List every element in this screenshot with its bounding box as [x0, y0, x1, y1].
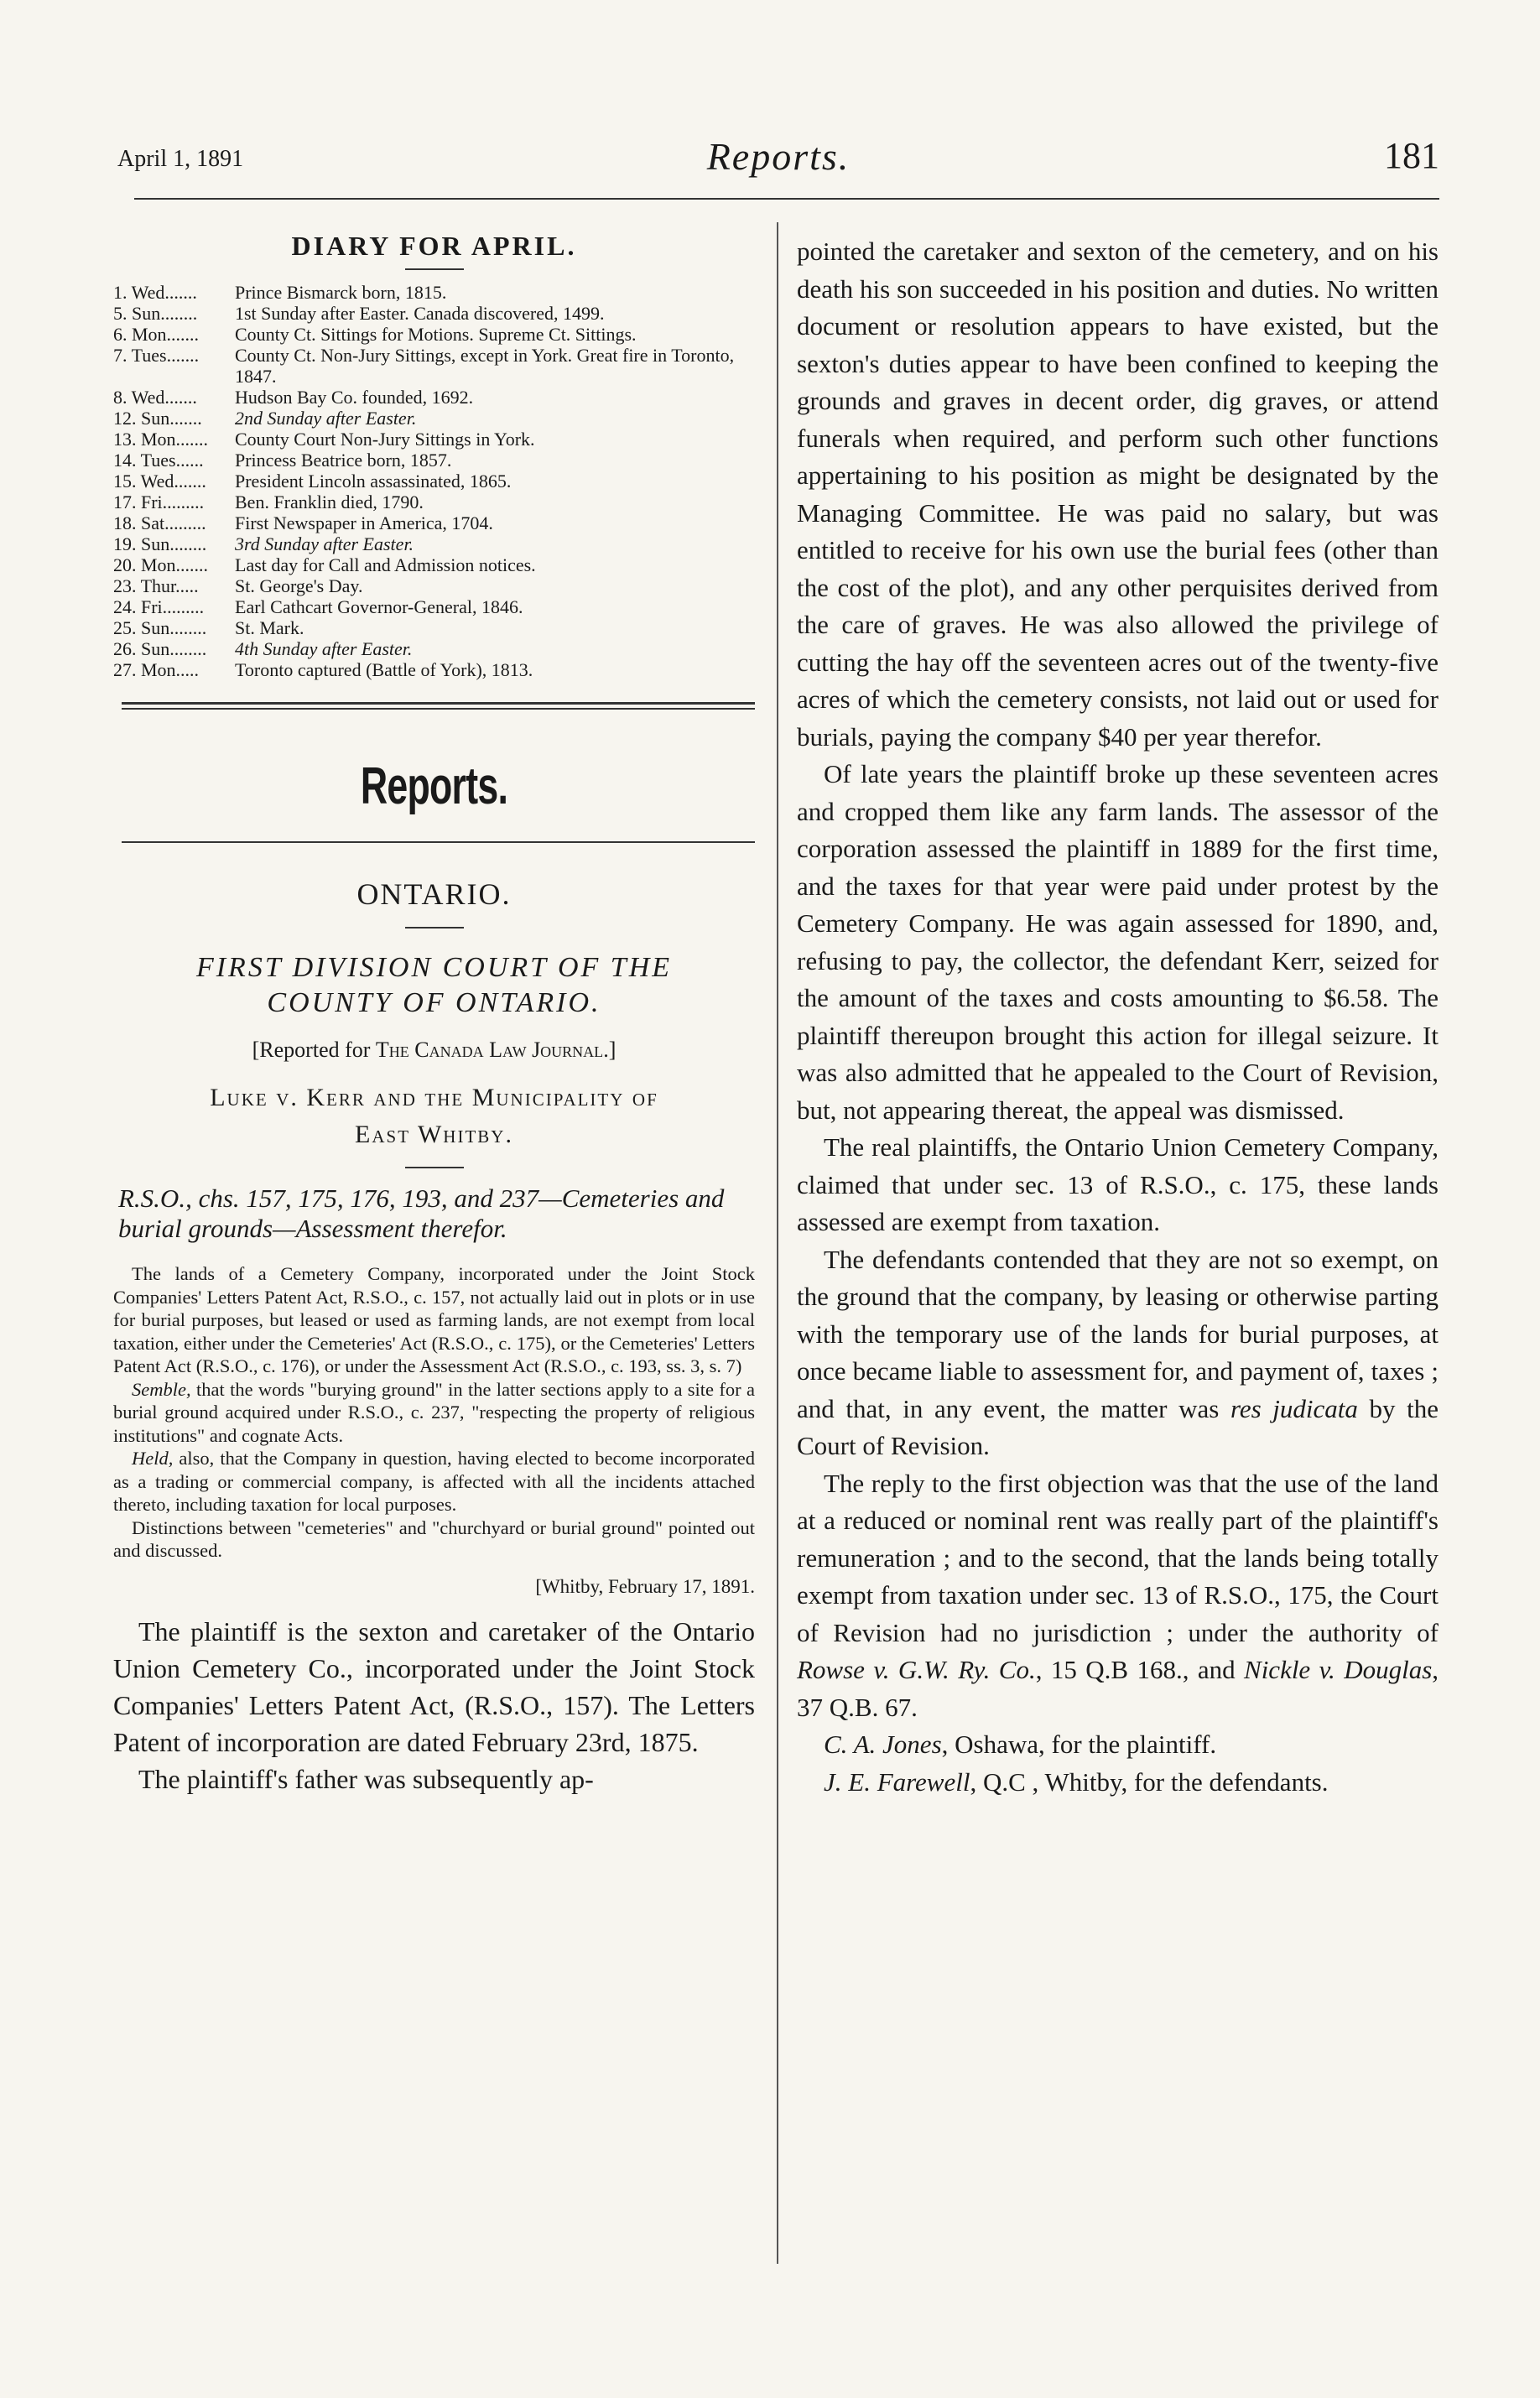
- counsel-name: C. A. Jones: [824, 1730, 942, 1759]
- diary-day: 5. Sun........: [113, 303, 198, 324]
- running-head: [117, 134, 1439, 185]
- diary-event: First Newspaper in America, 1704.: [235, 512, 493, 533]
- body-text: The defendants contended that they are not so exempt, on the ground that the company, by leasing or otherwise parting with the temporary use of the lands for burial purposes, at once became liable to assessment for, and payment of, taxes ; and that, in any event, the matter was: [797, 1244, 1439, 1423]
- diary-entry: [113, 429, 755, 450]
- diary-entry: [113, 345, 755, 387]
- diary-entry: [113, 282, 755, 303]
- reported-for-note: [113, 1038, 755, 1063]
- diary-event: Ben. Franklin died, 1790.: [235, 492, 424, 512]
- diary-list: [113, 282, 755, 680]
- diary-event: Toronto captured (Battle of York), 1813.: [235, 659, 533, 680]
- right-column: [797, 233, 1439, 1801]
- body-paragraph: The plaintiff is the sexton and caretaker of the Ontario Union Cemetery Co., incorporated under the Joint Stock Companies' Letters Patent Act, (R.S.O., 157). The Letters Patent of incorporation are dated February 23rd, 1875.: [113, 1615, 755, 1757]
- body-paragraph: Of late years the plaintiff broke up these seventeen acres and cropped them like any farm lands. The assessor of the corporation assessed the plaintiff in 1889 for the first time, and the taxes for that year were paid under protest by the Cemetery Company. He was again assessed for 1890, and, refusing to pay, the collector, the defendant Kerr, seized for the amount of the taxes and costs amounting to $6.58. The plaintiff thereupon brought this action for illegal seizure. It was also admitted that he appealed to the Court of Revision, but, not appearing thereat, the appeal was dismissed.: [797, 759, 1439, 1125]
- diary-day: 20. Mon.......: [113, 554, 209, 575]
- body-paragraph: The plaintiff's father was subsequently ap-: [138, 1763, 594, 1794]
- court-title: [113, 950, 755, 1021]
- diary-entry: [113, 596, 755, 617]
- diary-day: 19. Sun........: [113, 533, 207, 554]
- diary-entry: [113, 512, 755, 533]
- headnote-paragraph: [113, 1378, 755, 1448]
- diary-entry: [113, 492, 755, 512]
- diary-title-rule: [405, 268, 464, 270]
- counsel-role: , Oshawa, for the plaintiff.: [941, 1730, 1217, 1759]
- diary-entry: [113, 303, 755, 324]
- case-title-line: Luke v. Kerr and the Municipality of: [210, 1084, 658, 1111]
- judgment-text-left: [113, 1613, 755, 1797]
- decision-date: [Whitby, February 17, 1891.: [535, 1575, 755, 1597]
- diary-entry: [113, 533, 755, 554]
- diary-event: President Lincoln assassinated, 1865.: [235, 471, 512, 492]
- diary-entry: [113, 617, 755, 638]
- body-text: The reply to the first objection was that the use of the land at a reduced or nominal rent was really part of the plaintiff's remuneration ; and to the second, that the lands being totally exempt from taxation under sec. 13 of R.S.O., 175, the Court of Revision had no jurisdiction ; under the authority of: [797, 1468, 1439, 1647]
- diary-event: Hudson Bay Co. founded, 1692.: [235, 387, 474, 408]
- diary-day: 17. Fri.........: [113, 492, 205, 512]
- diary-entry: [113, 638, 755, 659]
- journal-name: The Canada Law Journal: [375, 1038, 604, 1062]
- diary-day: 1. Wed.......: [113, 282, 197, 303]
- body-text: , 37 Q.B. 67.: [797, 1655, 1439, 1722]
- diary-event: 1st Sunday after Easter. Canada discovered, 1499.: [235, 303, 605, 324]
- diary-day: 14. Tues......: [113, 450, 204, 471]
- reports-rule: [122, 841, 755, 843]
- reported-for-prefix: [Reported for: [252, 1038, 376, 1062]
- diary-entry: [113, 324, 755, 345]
- diary-event: St. Mark.: [235, 617, 304, 638]
- province-rule: [405, 927, 464, 929]
- body-paragraph: [797, 1465, 1439, 1727]
- left-column: [113, 231, 755, 1797]
- headnote-title: R.S.O., chs. 157, 175, 176, 193, and 237—Cemeteries and burial grounds—Assessment therefor.: [118, 1183, 725, 1243]
- header-rule: [134, 198, 1439, 200]
- diary-entry: [113, 554, 755, 575]
- diary-entry: [113, 408, 755, 429]
- province-heading: ONTARIO.: [356, 877, 512, 911]
- counsel-name: J. E. Farewell: [824, 1766, 970, 1797]
- diary-event: 4th Sunday after Easter.: [235, 638, 413, 659]
- diary-entry: [113, 387, 755, 408]
- diary-event: Prince Bismarck born, 1815.: [235, 282, 447, 303]
- diary-day: 23. Thur.....: [113, 575, 199, 596]
- diary-day: 25. Sun........: [113, 617, 207, 638]
- diary-event: 3rd Sunday after Easter.: [235, 533, 414, 554]
- body-text: , 15 Q.B 168., and: [1035, 1655, 1245, 1684]
- diary-entry: [113, 575, 755, 596]
- diary-entry: [113, 659, 755, 680]
- counsel-line: [797, 1726, 1439, 1764]
- diary-event: County Ct. Non-Jury Sittings, except in York. Great fire in Toronto, 1847.: [235, 345, 735, 387]
- court-title-line: COUNTY OF ONTARIO.: [267, 987, 601, 1018]
- latin-term: res judicata: [1230, 1393, 1358, 1423]
- section-double-rule: [122, 702, 755, 710]
- headnote-lead: Held,: [132, 1448, 174, 1469]
- diary-event: Earl Cathcart Governor-General, 1846.: [235, 596, 523, 617]
- diary-day: 26. Sun........: [113, 638, 207, 659]
- diary-title: DIARY FOR APRIL.: [291, 231, 577, 261]
- body-paragraph: [797, 1241, 1439, 1465]
- diary-day: 8. Wed.......: [113, 387, 197, 408]
- headnote-text: that the words "burying ground" in the latter sections apply to a site for a burial ground acquired under R.S.O., c. 237, "respecting the property of religious institutions" and cognate Acts.: [113, 1378, 755, 1446]
- diary-entry: [113, 471, 755, 492]
- court-title-line: FIRST DIVISION COURT OF THE: [195, 952, 673, 983]
- diary-day: 12. Sun.......: [113, 408, 202, 429]
- case-citation: Nickle v. Douglas: [1244, 1655, 1433, 1684]
- diary-day: 15. Wed.......: [113, 471, 206, 492]
- diary-event: County Ct. Sittings for Motions. Supreme Ct. Sittings.: [235, 324, 637, 345]
- diary-day: 7. Tues.......: [113, 345, 200, 366]
- diary-event: Last day for Call and Admission notices.: [235, 554, 536, 575]
- counsel-line: [797, 1764, 1439, 1802]
- body-paragraph: pointed the caretaker and sexton of the cemetery, and on his death his son succeeded in his position and duties. No written document or resolution appears to have existed, but the sexton's duties appear to have been confined to keeping the grounds and graves in decent order, dig graves, or attend funerals when required, and perform such other functions appertaining to his position as might be designated by the Managing Committee. He was paid no salary, but was entitled to receive for his own use the burial fees (other than the cost of the plot), and any other perquisites derived from the care of graves. He was also allowed the privilege of cutting the hay off the seventeen acres out of the twenty-five acres of which the cemetery consists, not laid out or used for burials, paying the company $40 per year therefor.: [797, 237, 1439, 752]
- case-title-line: East Whitby.: [355, 1121, 513, 1148]
- headnote-paragraph: [113, 1447, 755, 1516]
- headnote-paragraph: Distinctions between "cemeteries" and "churchyard or burial ground" pointed out and discussed.: [113, 1516, 755, 1561]
- diary-event: St. George's Day.: [235, 575, 363, 596]
- case-citation: Rowse v. G.W. Ry. Co.: [797, 1655, 1036, 1684]
- diary-event: 2nd Sunday after Easter.: [235, 408, 417, 429]
- column-divider: [777, 222, 778, 2264]
- headnote: [113, 1262, 755, 1563]
- case-title: [113, 1079, 755, 1153]
- diary-day: 6. Mon.......: [113, 324, 200, 345]
- headnote-paragraph: The lands of a Cemetery Company, incorporated under the Joint Stock Companies' Letters Patent Act, R.S.O., c. 157, not actually laid out in plots or in use for burial purposes, but leased or used as farming lands, are not exempt from local taxation, either under the Cemeteries' Act (R.S.O., c. 175), or the Cemeteries' Letters Patent Act (R.S.O., c. 176), or under the Assessment Act (R.S.O., c. 193, ss. 3, s. 7): [113, 1263, 755, 1376]
- headnote-lead: Semble,: [132, 1378, 191, 1400]
- counsel-role: , Q.C , Whitby, for the defendants.: [970, 1766, 1329, 1797]
- diary-event: County Court Non-Jury Sittings in York.: [235, 429, 535, 450]
- section-title: Reports.: [706, 135, 851, 178]
- reports-heading: Reports.: [360, 757, 508, 815]
- body-paragraph: The real plaintiffs, the Ontario Union Cemetery Company, claimed that under sec. 13 of R.S.O., c. 175, these lands assessed are exempt from taxation.: [797, 1132, 1439, 1236]
- diary-day: 27. Mon.....: [113, 659, 200, 680]
- diary-event: Princess Beatrice born, 1857.: [235, 450, 452, 471]
- diary-day: 13. Mon.......: [113, 429, 209, 450]
- case-title-rule: [405, 1167, 464, 1168]
- reported-for-suffix: .]: [603, 1038, 617, 1062]
- headnote-text: also, that the Company in question, having elected to become incorporated as a trading or commercial company, is affected with all the incidents attached thereto, including taxation for local purposes.: [113, 1448, 755, 1515]
- diary-day: 24. Fri.........: [113, 596, 205, 617]
- issue-date: April 1, 1891: [117, 146, 244, 172]
- body-text: by the Court of Revision.: [797, 1393, 1439, 1460]
- page-number: 181: [1384, 135, 1439, 176]
- diary-day: 18. Sat.........: [113, 512, 206, 533]
- diary-entry: [113, 450, 755, 471]
